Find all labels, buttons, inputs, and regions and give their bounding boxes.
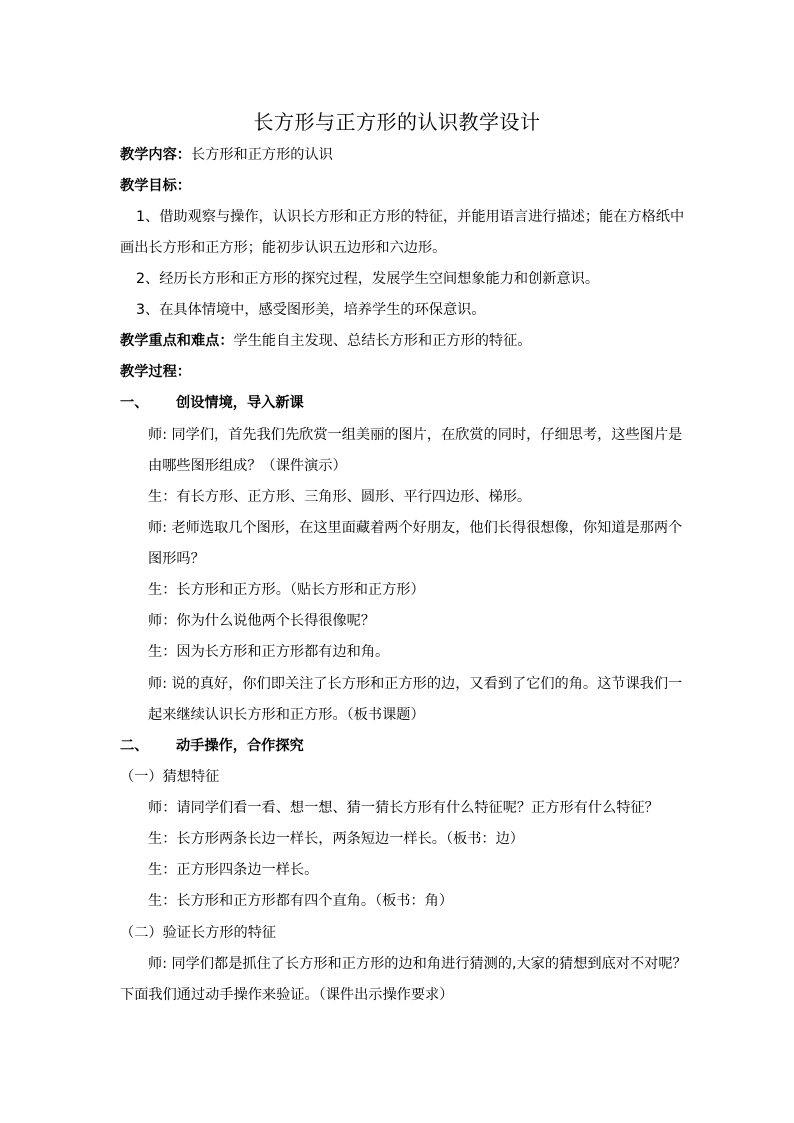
goal-1-line-2: 画出长方形和正方形；能初步认识五边形和六边形。	[120, 240, 447, 256]
goal-2: 2、经历长方形和正方形的探究过程，发展学生空间想象能力和创新意识。	[136, 271, 600, 287]
document-title: 长方形与正方形的认识教学设计	[253, 110, 541, 134]
s1-line-4: 师: 老师选取几个图形，在这里面藏着两个好朋友，他们长得很想像，你知道是那两个	[148, 520, 683, 536]
s1-line-3: 生：有长方形、正方形、三角形、圆形、平行四边形、梯形。	[148, 489, 532, 505]
teaching-content	[120, 145, 333, 165]
teaching-process-label: 教学过程：	[120, 364, 191, 380]
s1-line-10: 起来继续认识长方形和正方形。（板书课题）	[148, 707, 425, 723]
section-1-title: 创设情境，导入新课	[176, 395, 304, 411]
s1-line-5: 图形吗？	[148, 551, 205, 567]
goal-1-line-1: 1、借助观察与操作，认识长方形和正方形的特征，并能用语言进行描述；能在方格纸中	[136, 209, 685, 225]
s1-line-2: 由哪些图形组成？（课件演示）	[148, 458, 347, 474]
sub1-line-1: 师：请同学们看一看、想一想、猜一猜长方形有什么特征呢？正方形有什么特征？	[148, 800, 659, 816]
subsection-2-title: （二）验证长方形的特征	[120, 925, 277, 941]
section-2-title: 动手操作，合作探究	[176, 738, 304, 754]
section-2-number: 二、	[120, 738, 149, 754]
goal-3: 3、在具体情境中，感受图形美，培养学生的环保意识。	[136, 302, 486, 318]
sub1-line-3: 生：正方形四条边一样长。	[148, 862, 319, 878]
sub1-line-4: 生：长方形和正方形都有四个直角。（板书：角）	[148, 893, 454, 909]
section-1-number: 一、	[120, 395, 149, 411]
s1-line-1: 师: 同学们，首先我们先欣赏一组美丽的图片，在欣赏的同时，仔细思考，这些图片是	[148, 427, 683, 443]
key-points-text: 学生能自主发现、总结长方形和正方形的特征。	[233, 333, 532, 349]
teaching-goals-label: 教学目标：	[120, 178, 191, 194]
sub2-line-2: 下面我们通过动手操作来验证。（课件出示操作要求）	[120, 987, 454, 1003]
s1-line-7: 师：你为什么说他两个长得很像呢？	[148, 613, 376, 629]
teaching-content-label: 教学内容：	[120, 147, 191, 163]
s1-line-6: 生：长方形和正方形。（贴长方形和正方形）	[148, 582, 425, 598]
teaching-content-text: 长方形和正方形的认识	[190, 147, 333, 163]
subsection-1-title: （一）猜想特征	[120, 769, 220, 785]
key-points	[120, 331, 531, 351]
sub2-line-1: 师: 同学们都是抓住了长方形和正方形的边和角进行猜测的,大家的猜想到底对不对呢？	[148, 956, 687, 972]
key-points-label: 教学重点和难点：	[120, 333, 234, 349]
s1-line-9: 师: 说的真好，你们即关注了长方形和正方形的边，又看到了它们的角。这节课我们一	[148, 676, 683, 692]
sub1-line-2: 生：长方形两条长边一样长，两条短边一样长。（板书：边）	[148, 831, 524, 847]
s1-line-8: 生：因为长方形和正方形都有边和角。	[148, 644, 390, 660]
